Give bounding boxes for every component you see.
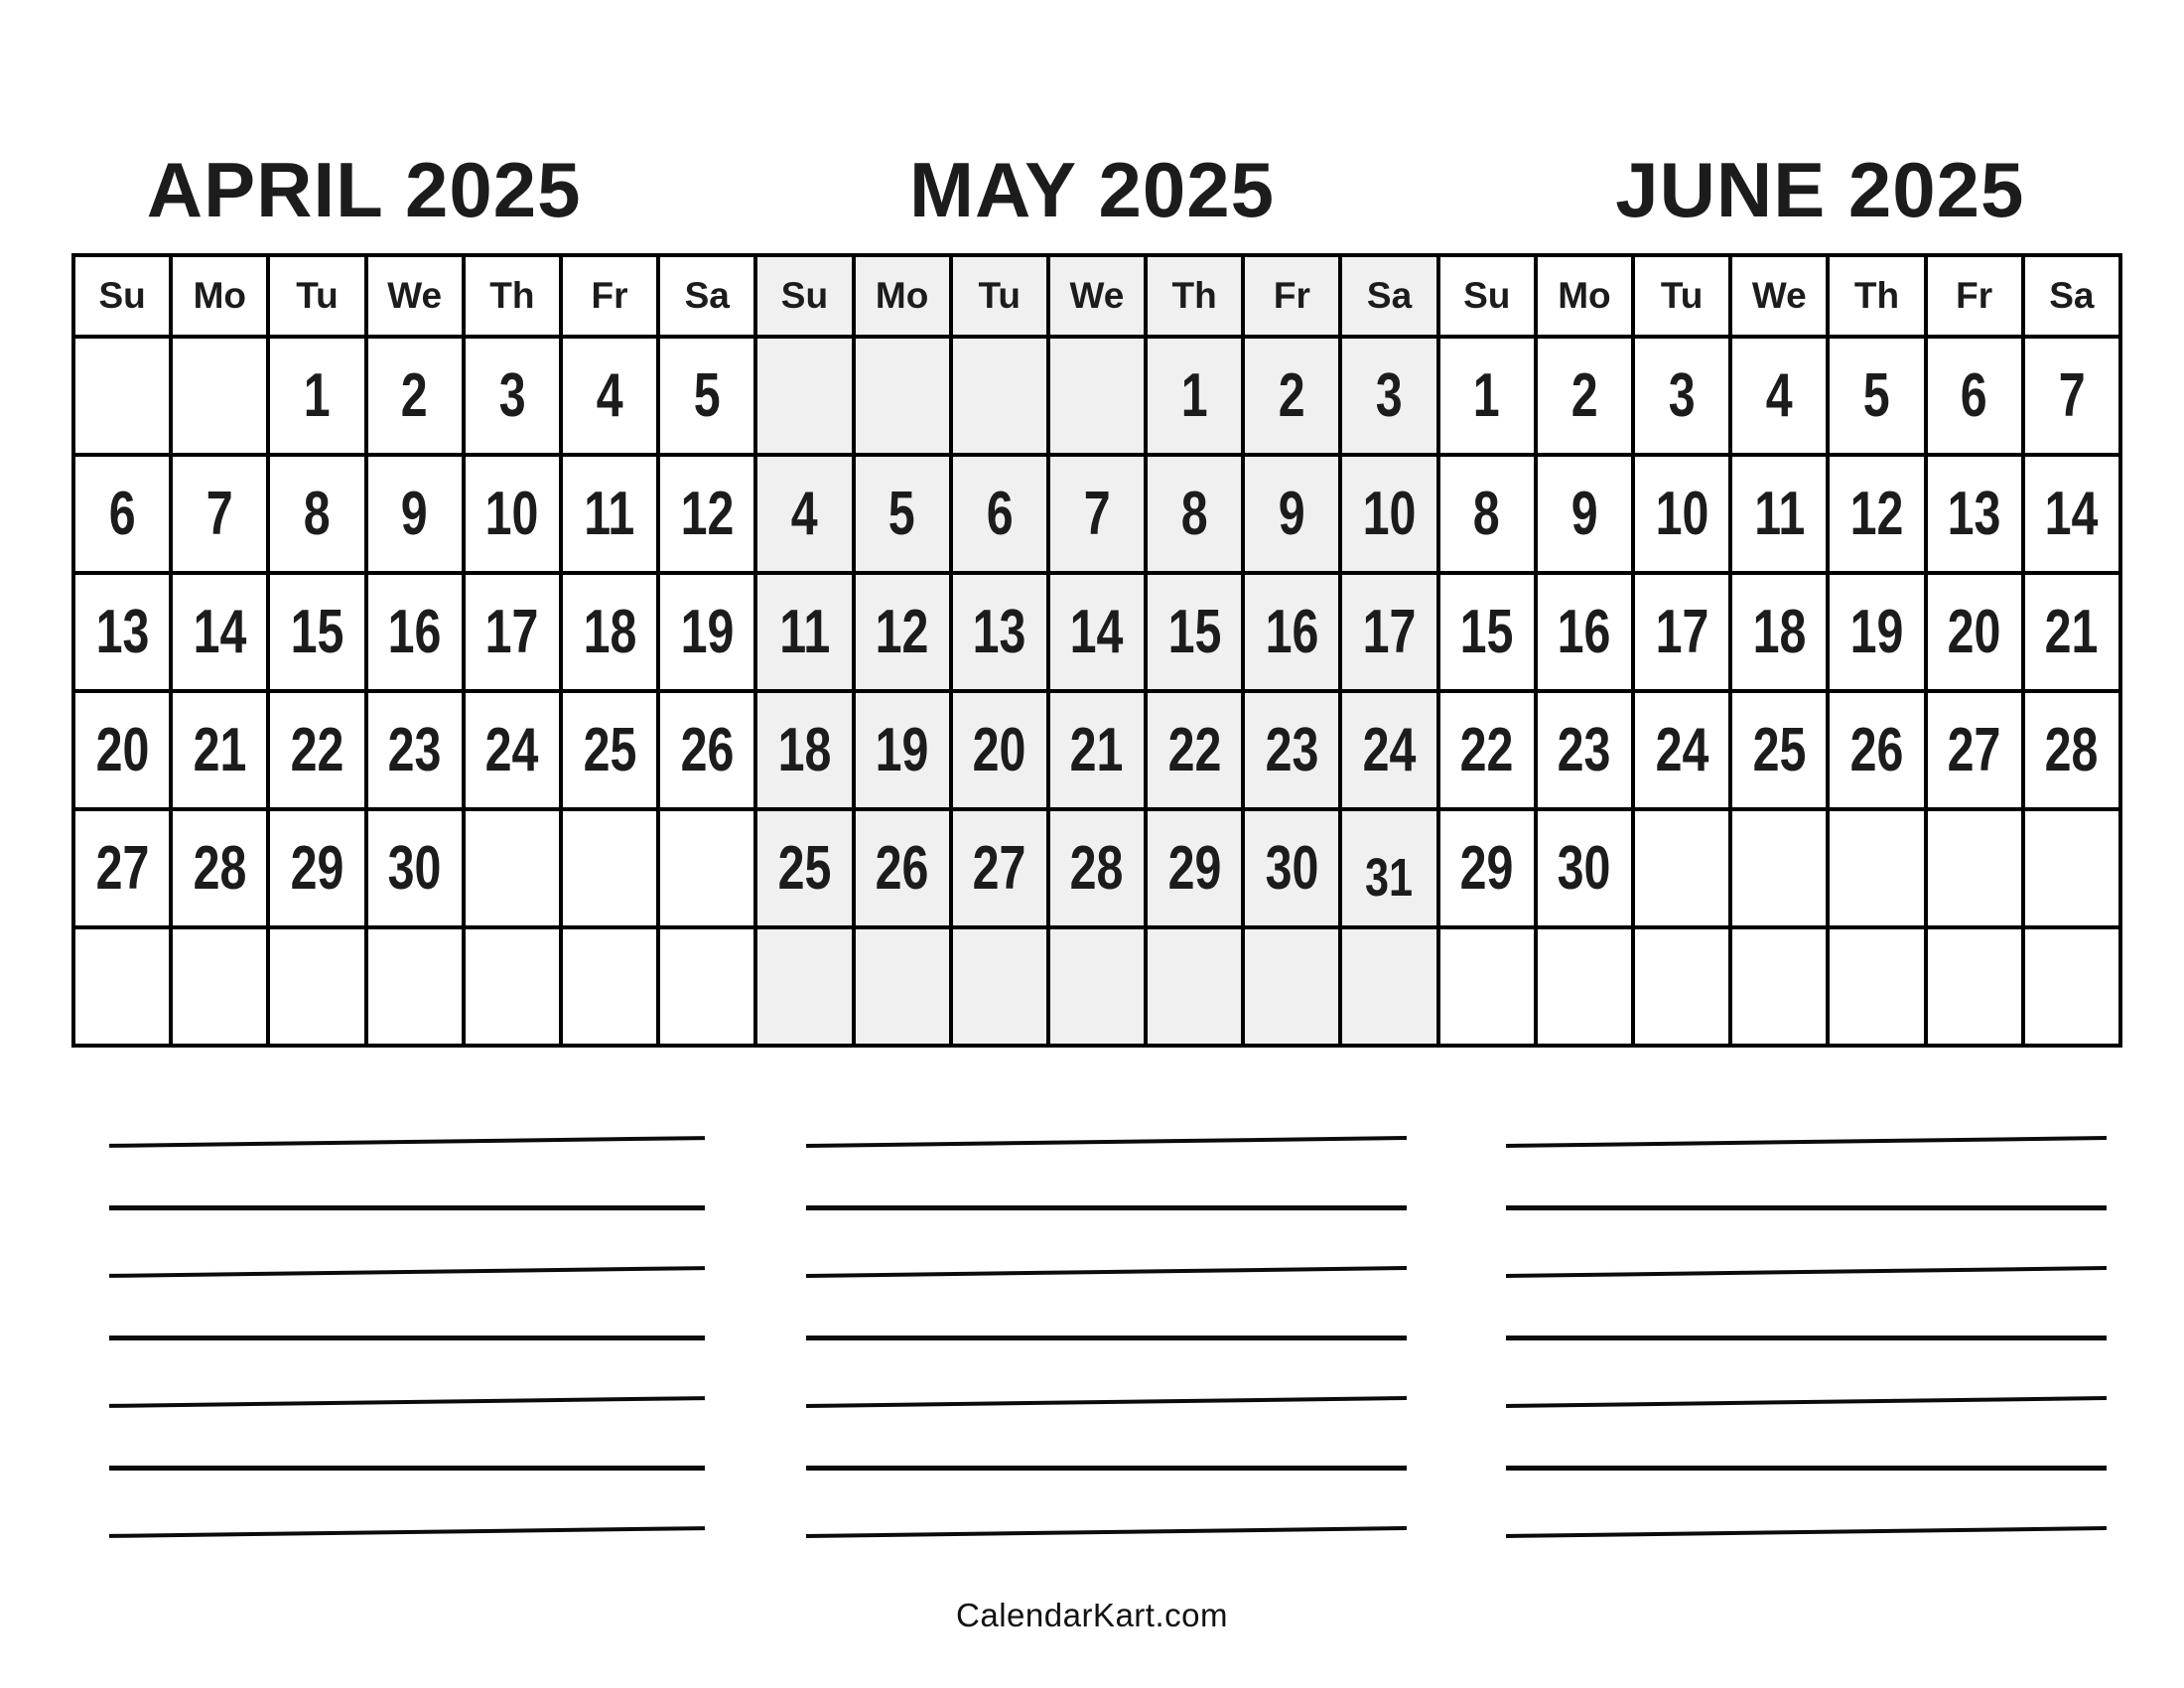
day-cell-may-20 — [951, 691, 1048, 809]
day-number: 27 — [95, 833, 149, 903]
day-number: 18 — [1752, 597, 1807, 666]
day-number: 31 — [1365, 847, 1414, 908]
day-number: 2 — [401, 360, 429, 430]
day-cell-april-7 — [171, 455, 268, 573]
day-cell-june-1 — [1438, 337, 1536, 455]
day-cell-may-31 — [1340, 809, 1437, 927]
day-cell-empty — [1438, 927, 1536, 1046]
day-cell-june-22 — [1438, 691, 1536, 809]
day-cell-empty — [2023, 809, 2120, 927]
day-cell-empty — [1146, 927, 1243, 1046]
day-header-june-th: Th — [1828, 255, 1925, 337]
day-cell-empty — [1926, 809, 2023, 927]
day-number: 10 — [484, 479, 539, 548]
day-cell-april-5 — [658, 337, 755, 455]
day-number: 18 — [777, 715, 832, 784]
day-cell-june-6 — [1926, 337, 2023, 455]
day-number: 27 — [972, 833, 1026, 903]
day-cell-april-14 — [171, 573, 268, 691]
day-number: 22 — [1167, 715, 1222, 784]
calendar-grid — [71, 253, 2122, 1048]
day-number: 17 — [1362, 597, 1417, 666]
day-number: 23 — [1265, 715, 1319, 784]
day-cell-may-7 — [1048, 455, 1146, 573]
day-number: 12 — [875, 597, 929, 666]
day-cell-may-24 — [1340, 691, 1437, 809]
day-number: 15 — [1459, 597, 1514, 666]
day-header-june-we: We — [1730, 255, 1828, 337]
day-number: 23 — [1558, 715, 1611, 784]
day-cell-april-16 — [366, 573, 464, 691]
day-number: 29 — [1459, 833, 1514, 903]
day-cell-may-4 — [755, 455, 853, 573]
day-cell-empty — [1633, 809, 1730, 927]
day-cell-empty — [755, 927, 853, 1046]
day-header-june-sa: Sa — [2023, 255, 2120, 337]
day-number: 11 — [1753, 479, 1805, 548]
week-row-4 — [73, 809, 2120, 927]
day-number: 29 — [290, 833, 344, 903]
month-title-june: JUNE 2025 — [1615, 146, 2025, 233]
week-row-0 — [73, 337, 2120, 455]
day-cell-empty — [171, 927, 268, 1046]
day-cell-june-2 — [1536, 337, 1633, 455]
day-cell-april-11 — [561, 455, 658, 573]
day-number: 19 — [875, 715, 929, 784]
day-cell-june-24 — [1633, 691, 1730, 809]
day-cell-empty — [1243, 927, 1340, 1046]
day-cell-empty — [1340, 927, 1437, 1046]
day-header-april-mo: Mo — [171, 255, 268, 337]
day-cell-june-19 — [1828, 573, 1925, 691]
day-cell-empty — [755, 337, 853, 455]
day-cell-april-6 — [73, 455, 171, 573]
day-number: 11 — [584, 479, 635, 548]
day-header-june-tu: Tu — [1633, 255, 1730, 337]
day-cell-may-6 — [951, 455, 1048, 573]
day-cell-may-26 — [854, 809, 951, 927]
month-titles-row — [0, 146, 2184, 233]
day-cell-may-16 — [1243, 573, 1340, 691]
day-number: 21 — [1070, 715, 1124, 784]
day-header-june-su: Su — [1438, 255, 1536, 337]
day-cell-empty — [1536, 927, 1633, 1046]
day-number: 14 — [2044, 479, 2099, 548]
day-cell-may-27 — [951, 809, 1048, 927]
day-cell-empty — [73, 927, 171, 1046]
day-cell-april-27 — [73, 809, 171, 927]
day-cell-may-23 — [1243, 691, 1340, 809]
day-cell-empty — [171, 337, 268, 455]
day-number: 3 — [498, 360, 526, 430]
day-number: 15 — [290, 597, 344, 666]
day-cell-april-19 — [658, 573, 755, 691]
day-number: 30 — [1265, 833, 1319, 903]
note-line — [109, 1466, 705, 1471]
day-number: 14 — [193, 597, 247, 666]
day-cell-empty — [73, 337, 171, 455]
day-cell-june-30 — [1536, 809, 1633, 927]
day-number: 20 — [95, 715, 149, 784]
day-cell-june-27 — [1926, 691, 2023, 809]
day-cell-june-20 — [1926, 573, 2023, 691]
day-cell-may-11 — [755, 573, 853, 691]
day-number: 13 — [972, 597, 1026, 666]
day-cell-may-29 — [1146, 809, 1243, 927]
day-cell-may-15 — [1146, 573, 1243, 691]
day-cell-april-9 — [366, 455, 464, 573]
calendar-grid-header — [73, 255, 2120, 337]
day-number: 3 — [1668, 360, 1696, 430]
day-cell-empty — [561, 927, 658, 1046]
note-line — [109, 1205, 705, 1210]
day-cell-empty — [1730, 809, 1828, 927]
day-cell-may-12 — [854, 573, 951, 691]
day-number: 8 — [1180, 479, 1208, 548]
day-cell-empty — [1730, 927, 1828, 1046]
day-number: 5 — [888, 479, 916, 548]
day-cell-june-15 — [1438, 573, 1536, 691]
day-header-april-tu: Tu — [268, 255, 365, 337]
day-cell-june-11 — [1730, 455, 1828, 573]
day-number: 24 — [1362, 715, 1417, 784]
day-cell-june-9 — [1536, 455, 1633, 573]
footer-brand: CalendarKart.com — [956, 1597, 1228, 1633]
day-header-april-su: Su — [73, 255, 171, 337]
note-line — [1506, 1136, 2107, 1148]
day-cell-empty — [1828, 927, 1925, 1046]
day-number: 25 — [1752, 715, 1807, 784]
day-cell-june-23 — [1536, 691, 1633, 809]
day-cell-may-22 — [1146, 691, 1243, 809]
day-number: 29 — [1167, 833, 1222, 903]
week-row-1 — [73, 455, 2120, 573]
note-line — [109, 1266, 705, 1278]
day-number: 10 — [1655, 479, 1708, 548]
day-number: 12 — [680, 479, 735, 548]
day-number: 26 — [875, 833, 929, 903]
day-cell-empty — [658, 927, 755, 1046]
day-cell-june-12 — [1828, 455, 1925, 573]
day-cell-april-2 — [366, 337, 464, 455]
day-number: 10 — [1362, 479, 1417, 548]
day-cell-may-17 — [1340, 573, 1437, 691]
day-number: 1 — [1473, 360, 1501, 430]
day-number: 7 — [1083, 479, 1111, 548]
day-number: 19 — [680, 597, 735, 666]
day-header-april-fr: Fr — [561, 255, 658, 337]
day-header-may-tu: Tu — [951, 255, 1048, 337]
day-cell-june-26 — [1828, 691, 1925, 809]
month-title-april: APRIL 2025 — [146, 146, 582, 233]
day-number: 19 — [1849, 597, 1904, 666]
day-cell-april-22 — [268, 691, 365, 809]
note-line — [1506, 1396, 2107, 1408]
day-cell-june-5 — [1828, 337, 1925, 455]
day-number: 28 — [193, 833, 247, 903]
day-cell-april-17 — [464, 573, 561, 691]
day-cell-may-14 — [1048, 573, 1146, 691]
day-cell-april-3 — [464, 337, 561, 455]
day-cell-june-18 — [1730, 573, 1828, 691]
day-number: 2 — [1570, 360, 1598, 430]
day-number: 4 — [596, 360, 623, 430]
day-cell-april-24 — [464, 691, 561, 809]
notes-block-2 — [1506, 1140, 2107, 1537]
day-cell-june-17 — [1633, 573, 1730, 691]
note-line — [109, 1336, 705, 1340]
day-number: 26 — [680, 715, 735, 784]
day-header-april-sa: Sa — [658, 255, 755, 337]
day-header-may-sa: Sa — [1340, 255, 1437, 337]
day-cell-april-13 — [73, 573, 171, 691]
day-cell-april-8 — [268, 455, 365, 573]
day-number: 18 — [583, 597, 636, 666]
day-number: 12 — [1849, 479, 1904, 548]
note-line — [806, 1205, 1407, 1210]
day-number: 6 — [108, 479, 136, 548]
day-number: 1 — [1180, 360, 1208, 430]
day-number: 6 — [1961, 360, 1988, 430]
day-cell-april-28 — [171, 809, 268, 927]
day-number: 1 — [304, 360, 331, 430]
note-line — [806, 1266, 1407, 1278]
day-cell-june-4 — [1730, 337, 1828, 455]
day-cell-empty — [951, 927, 1048, 1046]
day-cell-empty — [1048, 927, 1146, 1046]
day-number: 8 — [1473, 479, 1501, 548]
day-cell-may-13 — [951, 573, 1048, 691]
day-cell-april-30 — [366, 809, 464, 927]
day-cell-april-29 — [268, 809, 365, 927]
day-cell-may-8 — [1146, 455, 1243, 573]
day-number: 22 — [290, 715, 344, 784]
day-cell-may-5 — [854, 455, 951, 573]
day-number: 21 — [2044, 597, 2099, 666]
day-cell-april-4 — [561, 337, 658, 455]
day-cell-may-28 — [1048, 809, 1146, 927]
day-number: 3 — [1376, 360, 1403, 430]
day-cell-june-21 — [2023, 573, 2120, 691]
day-cell-empty — [464, 809, 561, 927]
day-cell-april-10 — [464, 455, 561, 573]
day-cell-may-18 — [755, 691, 853, 809]
day-header-may-we: We — [1048, 255, 1146, 337]
day-cell-april-1 — [268, 337, 365, 455]
day-header-may-th: Th — [1146, 255, 1243, 337]
day-number: 26 — [1849, 715, 1904, 784]
day-number: 5 — [693, 360, 721, 430]
week-row-2 — [73, 573, 2120, 691]
day-number: 20 — [1947, 597, 2001, 666]
day-cell-empty — [561, 809, 658, 927]
day-cell-empty — [1048, 337, 1146, 455]
day-header-row — [73, 255, 2120, 337]
day-cell-may-10 — [1340, 455, 1437, 573]
note-line — [806, 1526, 1407, 1538]
day-cell-may-25 — [755, 809, 853, 927]
day-cell-april-25 — [561, 691, 658, 809]
day-cell-june-10 — [1633, 455, 1730, 573]
day-cell-april-12 — [658, 455, 755, 573]
day-cell-empty — [1926, 927, 2023, 1046]
day-cell-june-13 — [1926, 455, 2023, 573]
day-cell-empty — [464, 927, 561, 1046]
day-cell-empty — [1633, 927, 1730, 1046]
week-row-3 — [73, 691, 2120, 809]
note-line — [1506, 1336, 2107, 1340]
day-header-june-mo: Mo — [1536, 255, 1633, 337]
note-line — [1506, 1266, 2107, 1278]
day-header-may-su: Su — [755, 255, 853, 337]
week-row-5 — [73, 927, 2120, 1046]
day-number: 16 — [387, 597, 442, 666]
notes-block-1 — [806, 1140, 1407, 1537]
day-cell-empty — [366, 927, 464, 1046]
day-number: 27 — [1947, 715, 2001, 784]
day-number: 13 — [95, 597, 149, 666]
day-header-may-fr: Fr — [1243, 255, 1340, 337]
day-number: 16 — [1558, 597, 1611, 666]
day-number: 15 — [1167, 597, 1222, 666]
day-cell-empty — [854, 927, 951, 1046]
day-cell-june-14 — [2023, 455, 2120, 573]
day-cell-april-26 — [658, 691, 755, 809]
day-cell-may-1 — [1146, 337, 1243, 455]
day-number: 2 — [1278, 360, 1305, 430]
day-header-may-mo: Mo — [854, 255, 951, 337]
day-cell-june-25 — [1730, 691, 1828, 809]
note-line — [1506, 1466, 2107, 1471]
calendar-grid-body — [73, 337, 2120, 1046]
day-header-april-th: Th — [464, 255, 561, 337]
day-number: 7 — [2058, 360, 2086, 430]
day-number: 7 — [205, 479, 233, 548]
day-cell-may-2 — [1243, 337, 1340, 455]
day-number: 28 — [1070, 833, 1124, 903]
day-cell-june-16 — [1536, 573, 1633, 691]
day-number: 25 — [777, 833, 832, 903]
day-number: 4 — [790, 479, 818, 548]
day-number: 25 — [583, 715, 636, 784]
day-cell-april-15 — [268, 573, 365, 691]
day-number: 20 — [972, 715, 1026, 784]
day-number: 17 — [484, 597, 539, 666]
day-cell-may-9 — [1243, 455, 1340, 573]
day-cell-empty — [854, 337, 951, 455]
day-cell-may-30 — [1243, 809, 1340, 927]
day-number: 9 — [1278, 479, 1305, 548]
day-cell-may-21 — [1048, 691, 1146, 809]
note-line — [109, 1396, 705, 1408]
day-cell-june-8 — [1438, 455, 1536, 573]
day-number: 30 — [387, 833, 442, 903]
day-number: 9 — [401, 479, 429, 548]
note-line — [109, 1526, 705, 1538]
note-line — [1506, 1205, 2107, 1210]
day-cell-empty — [658, 809, 755, 927]
note-line — [806, 1136, 1407, 1148]
day-cell-june-29 — [1438, 809, 1536, 927]
day-number: 24 — [1655, 715, 1708, 784]
day-number: 30 — [1558, 833, 1611, 903]
day-header-june-fr: Fr — [1926, 255, 2023, 337]
day-number: 14 — [1070, 597, 1124, 666]
day-cell-june-7 — [2023, 337, 2120, 455]
day-cell-june-28 — [2023, 691, 2120, 809]
day-cell-june-3 — [1633, 337, 1730, 455]
day-number: 5 — [1863, 360, 1890, 430]
day-number: 6 — [986, 479, 1014, 548]
day-number: 4 — [1765, 360, 1793, 430]
day-number: 8 — [304, 479, 331, 548]
day-number: 16 — [1265, 597, 1319, 666]
note-line — [806, 1396, 1407, 1408]
day-cell-april-21 — [171, 691, 268, 809]
note-line — [806, 1466, 1407, 1471]
day-number: 11 — [778, 597, 830, 666]
day-number: 17 — [1655, 597, 1708, 666]
day-number: 9 — [1570, 479, 1598, 548]
day-cell-may-3 — [1340, 337, 1437, 455]
day-number: 23 — [387, 715, 442, 784]
note-line — [109, 1136, 705, 1148]
day-cell-may-19 — [854, 691, 951, 809]
day-cell-april-20 — [73, 691, 171, 809]
day-number: 21 — [193, 715, 247, 784]
day-cell-april-23 — [366, 691, 464, 809]
day-number: 22 — [1459, 715, 1514, 784]
note-line — [806, 1336, 1407, 1340]
notes-block-0 — [109, 1140, 705, 1537]
day-cell-april-18 — [561, 573, 658, 691]
day-header-april-we: We — [366, 255, 464, 337]
day-number: 28 — [2044, 715, 2099, 784]
note-line — [1506, 1526, 2107, 1538]
day-cell-empty — [1828, 809, 1925, 927]
day-number: 13 — [1947, 479, 2001, 548]
day-cell-empty — [268, 927, 365, 1046]
day-cell-empty — [951, 337, 1048, 455]
day-number: 24 — [484, 715, 539, 784]
month-title-may: MAY 2025 — [909, 146, 1275, 233]
day-cell-empty — [2023, 927, 2120, 1046]
